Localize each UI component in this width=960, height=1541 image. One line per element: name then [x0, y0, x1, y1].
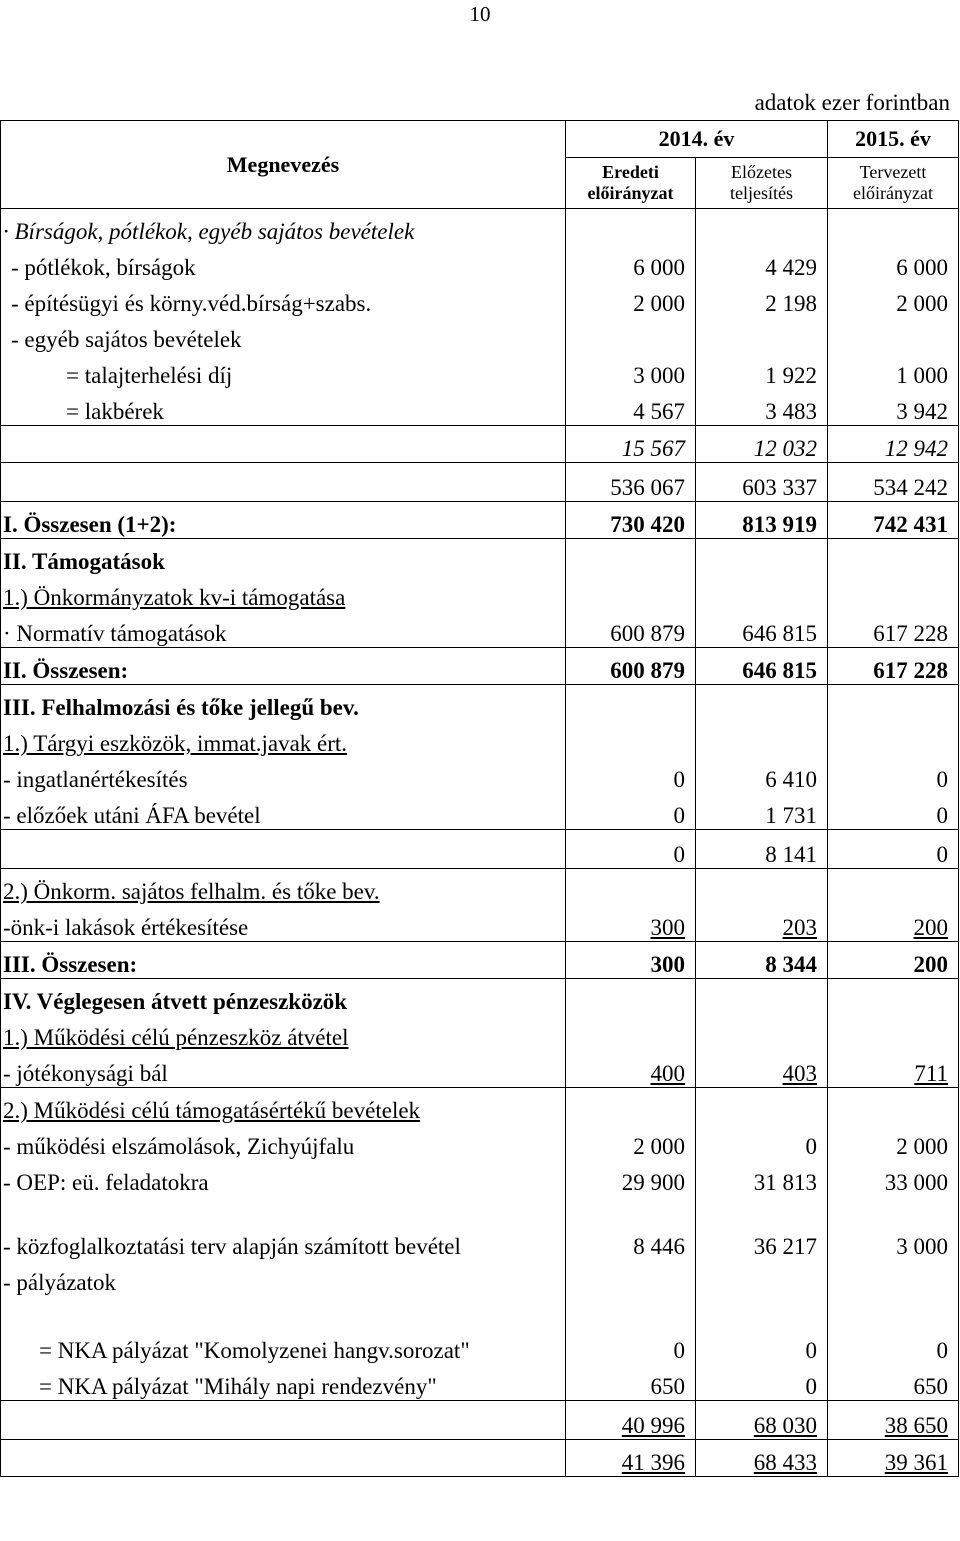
- cell-preliminary: [696, 539, 828, 576]
- row-label: - OEP: eü. feladatokra: [1, 1160, 566, 1196]
- cell-preliminary: 2 198: [696, 281, 828, 317]
- unit-label: adatok ezer forintban: [754, 90, 950, 115]
- cell-preliminary: 31 813: [696, 1160, 828, 1196]
- row-label: 1.) Működési célú pénzeszköz átvétel: [1, 1015, 566, 1051]
- cell-planned: [828, 209, 959, 246]
- cell-original: 0: [566, 830, 696, 869]
- cell-original: 400: [566, 1051, 696, 1088]
- cell-preliminary: 1 922: [696, 353, 828, 389]
- cell-preliminary: 12 032: [696, 426, 828, 463]
- cell-preliminary: [696, 317, 828, 353]
- cell-planned: 12 942: [828, 426, 959, 463]
- row-label: 1.) Önkormányzatok kv-i támogatása: [1, 575, 566, 611]
- cell-preliminary: [696, 979, 828, 1016]
- cell-original: 0: [566, 757, 696, 793]
- row-label: = NKA pályázat "Komolyzenei hangv.sorozat": [1, 1296, 566, 1364]
- cell-preliminary: [696, 1260, 828, 1296]
- cell-preliminary: [696, 1015, 828, 1051]
- row-label: IV. Véglegesen átvett pénzeszközök: [1, 979, 566, 1016]
- cell-planned: 3 942: [828, 389, 959, 426]
- row-label: [1, 463, 566, 502]
- cell-original: 600 879: [566, 648, 696, 685]
- cell-preliminary: 36 217: [696, 1196, 828, 1260]
- row-label: = NKA pályázat "Mihály napi rendezvény": [1, 1364, 566, 1401]
- cell-planned: 33 000: [828, 1160, 959, 1196]
- cell-original: [566, 317, 696, 353]
- cell-original: [566, 685, 696, 722]
- cell-planned: [828, 317, 959, 353]
- row-label: III. Összesen:: [1, 942, 566, 979]
- row-label: - ingatlanértékesítés: [1, 757, 566, 793]
- column-header-preliminary: Előzetes teljesítés: [696, 158, 828, 209]
- cell-original: 29 900: [566, 1160, 696, 1196]
- cell-planned: 200: [828, 942, 959, 979]
- cell-original: 536 067: [566, 463, 696, 502]
- cell-original: [566, 979, 696, 1016]
- cell-planned: 6 000: [828, 245, 959, 281]
- cell-planned: [828, 539, 959, 576]
- cell-preliminary: 8 141: [696, 830, 828, 869]
- cell-original: 41 396: [566, 1440, 696, 1477]
- cell-preliminary: 403: [696, 1051, 828, 1088]
- cell-original: 6 000: [566, 245, 696, 281]
- cell-planned: 534 242: [828, 463, 959, 502]
- row-label: - építésügyi és körny.véd.bírság+szabs.: [1, 281, 566, 317]
- cell-original: 40 996: [566, 1401, 696, 1440]
- cell-planned: [828, 685, 959, 722]
- cell-preliminary: 68 030: [696, 1401, 828, 1440]
- row-label: [1, 426, 566, 463]
- page-number: 10: [469, 2, 491, 26]
- cell-preliminary: 0: [696, 1364, 828, 1401]
- row-label: = talajterhelési díj: [1, 353, 566, 389]
- cell-preliminary: 603 337: [696, 463, 828, 502]
- cell-planned: [828, 1015, 959, 1051]
- cell-planned: 0: [828, 793, 959, 830]
- cell-planned: 711: [828, 1051, 959, 1088]
- cell-planned: [828, 721, 959, 757]
- cell-planned: [828, 1088, 959, 1125]
- cell-planned: [828, 979, 959, 1016]
- cell-preliminary: [696, 209, 828, 246]
- cell-original: 8 446: [566, 1196, 696, 1260]
- row-label: 2.) Önkorm. sajátos felhalm. és tőke bev.: [1, 869, 566, 906]
- cell-original: [566, 869, 696, 906]
- cell-preliminary: [696, 1088, 828, 1125]
- cell-original: 730 420: [566, 502, 696, 539]
- row-label: [1, 1401, 566, 1440]
- cell-preliminary: 0: [696, 1124, 828, 1160]
- cell-preliminary: 4 429: [696, 245, 828, 281]
- row-label: 2.) Működési célú támogatásértékű bevételek: [1, 1088, 566, 1125]
- cell-planned: 0: [828, 757, 959, 793]
- row-label: - pótlékok, bírságok: [1, 245, 566, 281]
- cell-original: 3 000: [566, 353, 696, 389]
- row-label: II. Támogatások: [1, 539, 566, 576]
- row-label: - jótékonysági bál: [1, 1051, 566, 1088]
- cell-original: 300: [566, 942, 696, 979]
- column-header-name: Megnevezés: [1, 121, 566, 209]
- cell-preliminary: 68 433: [696, 1440, 828, 1477]
- cell-planned: [828, 575, 959, 611]
- row-label: [1, 1440, 566, 1477]
- cell-preliminary: [696, 685, 828, 722]
- row-label: - pályázatok: [1, 1260, 566, 1296]
- cell-planned: [828, 1260, 959, 1296]
- cell-original: 2 000: [566, 281, 696, 317]
- cell-planned: 38 650: [828, 1401, 959, 1440]
- column-header-planned: Tervezett előirányzat: [828, 158, 959, 209]
- row-label: 1.) Tárgyi eszközök, immat.javak ért.: [1, 721, 566, 757]
- cell-original: 300: [566, 905, 696, 942]
- cell-planned: 650: [828, 1364, 959, 1401]
- cell-preliminary: 813 919: [696, 502, 828, 539]
- column-header-year-2015: 2015. év: [828, 121, 959, 158]
- row-label: II. Összesen:: [1, 648, 566, 685]
- row-label: - közfoglalkoztatási terv alapján számított bevétel: [1, 1196, 566, 1260]
- cell-original: 600 879: [566, 611, 696, 648]
- cell-original: [566, 575, 696, 611]
- column-header-year-2014: 2014. év: [566, 121, 828, 158]
- cell-planned: 2 000: [828, 1124, 959, 1160]
- cell-preliminary: 3 483: [696, 389, 828, 426]
- cell-planned: 39 361: [828, 1440, 959, 1477]
- cell-original: 4 567: [566, 389, 696, 426]
- row-label: · Bírságok, pótlékok, egyéb sajátos bevételek: [1, 209, 566, 246]
- cell-original: 2 000: [566, 1124, 696, 1160]
- row-label: · Normatív támogatások: [1, 611, 566, 648]
- cell-original: [566, 721, 696, 757]
- row-label: III. Felhalmozási és tőke jellegű bev.: [1, 685, 566, 722]
- cell-preliminary: 646 815: [696, 648, 828, 685]
- cell-planned: 3 000: [828, 1196, 959, 1260]
- cell-original: 15 567: [566, 426, 696, 463]
- cell-planned: 0: [828, 830, 959, 869]
- cell-preliminary: 646 815: [696, 611, 828, 648]
- cell-preliminary: 6 410: [696, 757, 828, 793]
- cell-original: 0: [566, 793, 696, 830]
- cell-original: [566, 1015, 696, 1051]
- row-label: I. Összesen (1+2):: [1, 502, 566, 539]
- cell-original: [566, 1088, 696, 1125]
- cell-original: 650: [566, 1364, 696, 1401]
- cell-preliminary: 1 731: [696, 793, 828, 830]
- row-label: = lakbérek: [1, 389, 566, 426]
- cell-preliminary: 8 344: [696, 942, 828, 979]
- row-label: - működési elszámolások, Zichyújfalu: [1, 1124, 566, 1160]
- row-label: [1, 830, 566, 869]
- row-label: - előzőek utáni ÁFA bevétel: [1, 793, 566, 830]
- cell-original: [566, 539, 696, 576]
- cell-original: [566, 209, 696, 246]
- cell-planned: 2 000: [828, 281, 959, 317]
- cell-planned: 742 431: [828, 502, 959, 539]
- cell-planned: 200: [828, 905, 959, 942]
- cell-planned: 617 228: [828, 611, 959, 648]
- row-label: -önk-i lakások értékesítése: [1, 905, 566, 942]
- cell-planned: 1 000: [828, 353, 959, 389]
- cell-planned: 0: [828, 1296, 959, 1364]
- row-label: - egyéb sajátos bevételek: [1, 317, 566, 353]
- cell-preliminary: 203: [696, 905, 828, 942]
- cell-preliminary: [696, 575, 828, 611]
- cell-preliminary: 0: [696, 1296, 828, 1364]
- cell-planned: [828, 869, 959, 906]
- cell-original: 0: [566, 1296, 696, 1364]
- cell-original: [566, 1260, 696, 1296]
- cell-planned: 617 228: [828, 648, 959, 685]
- cell-preliminary: [696, 721, 828, 757]
- column-header-original: Eredeti előirányzat: [566, 158, 696, 209]
- cell-preliminary: [696, 869, 828, 906]
- budget-table: [0, 120, 959, 1477]
